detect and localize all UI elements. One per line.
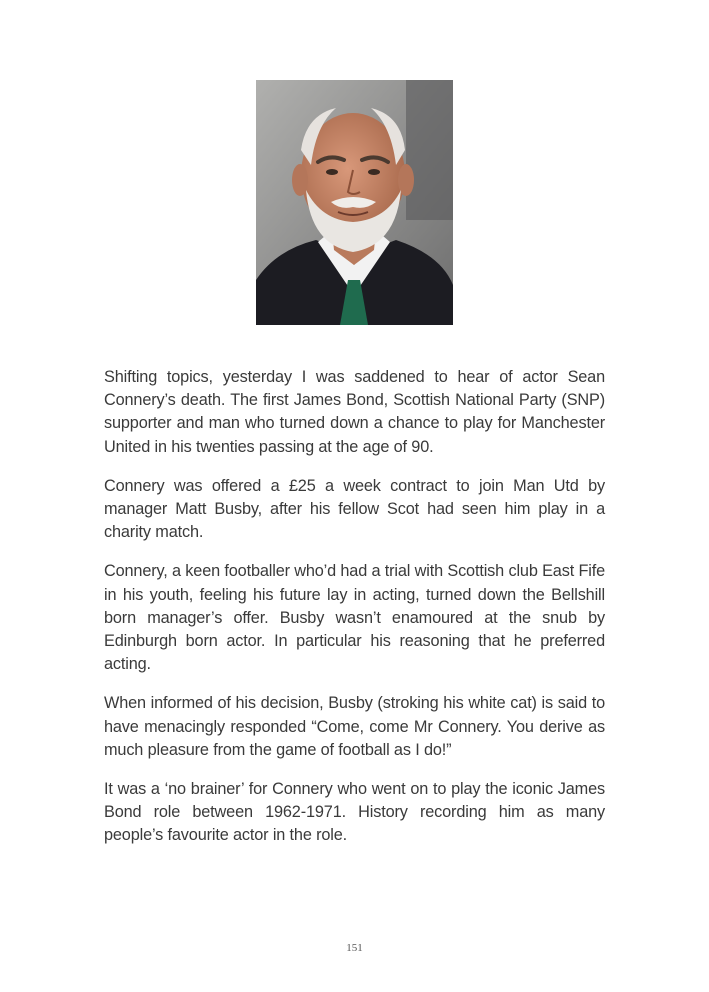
paragraph-3: Connery, a keen footballer who’d had a trial with Scottish club East Fife in his youth, feeling his future lay in acting, turned down the Bellshill born manager’s offer. Busby wasn’t enamoured at the snub by Edinburgh born actor. In particular his reasoning that he preferred acting. [104,562,605,674]
article-body [104,366,605,864]
paragraph-5: It was a ‘no brainer’ for Connery who went on to play the iconic James Bond role between 1962-1971. History recording him as many people’s favourite actor in the role. [104,780,605,845]
page-number: 151 [346,942,363,954]
paragraph-2: Connery was offered a £25 a week contract to join Man Utd by manager Matt Busby, after his fellow Scot had seen him play in a charity match. [104,476,605,542]
portrait-photo [256,80,453,325]
portrait-photo-icon [256,80,453,325]
paragraph-4: When informed of his decision, Busby (stroking his white cat) is said to have menacingly responded “Come, come Mr Connery. You derive as much pleasure from the game of football as I do!” [104,694,605,759]
paragraph-1: Shifting topics, yesterday I was saddened to hear of actor Sean Connery’s death. The first James Bond, Scottish National Party (SNP) supporter and man who turned down a chance to play for Manchester United in his twenties passing at the age of 90. [104,368,605,456]
